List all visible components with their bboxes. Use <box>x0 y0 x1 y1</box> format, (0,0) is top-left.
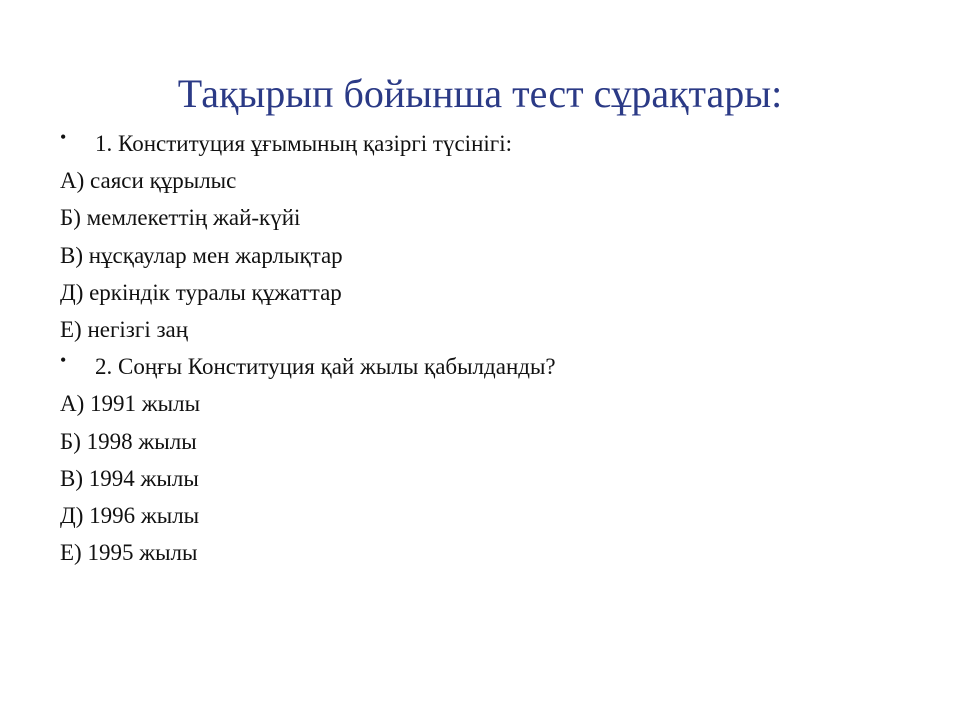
question-2 <box>60 348 920 385</box>
question-list <box>60 125 920 571</box>
bullet-icon: • <box>60 350 67 371</box>
answer-option: Е) 1995 жылы <box>60 540 198 566</box>
question-text: 2. Соңғы Конституция қай жылы қабылданды? <box>95 354 556 380</box>
answer-option: В) нұсқаулар мен жарлықтар <box>60 242 343 268</box>
answer-option: Д) еркіндік туралы құжаттар <box>60 279 342 305</box>
question-text: 1. Конституция ұғымының қазіргі түсінігі: <box>95 131 512 156</box>
answer-option: Д) 1996 жылы <box>60 502 200 528</box>
bullet-icon: • <box>60 127 67 147</box>
answer-option: Е) негізгі заң <box>60 316 189 342</box>
answer-option: Б) 1998 жылы <box>60 428 197 454</box>
answer-option: В) 1994 жылы <box>60 465 199 491</box>
answer-option: А) 1991 жылы <box>60 391 201 417</box>
answer-option: А) саяси құрылыс <box>60 168 237 194</box>
slide-title: Тақырып бойынша тест сұрақтары: <box>177 71 783 116</box>
question-1 <box>60 125 920 162</box>
answer-option: Б) мемлекеттің жай-күйі <box>60 205 301 231</box>
